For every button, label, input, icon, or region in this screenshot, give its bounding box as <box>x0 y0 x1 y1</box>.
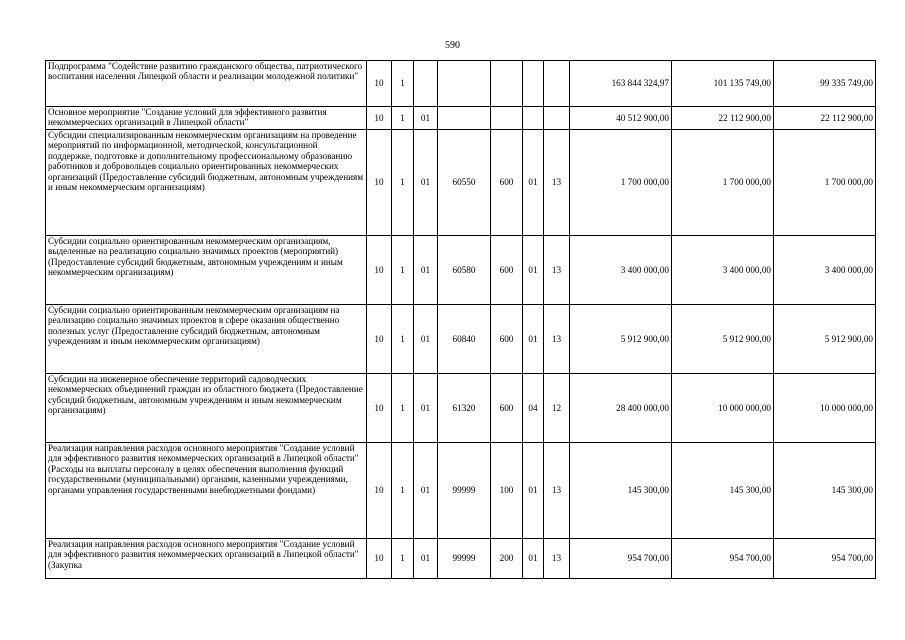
table-row <box>46 130 876 236</box>
direction-code: 60580 <box>438 236 491 305</box>
event-code: 01 <box>414 443 438 539</box>
row-name: Субсидии социально ориентированным некоммерческим организациям на реализацию социально значимых проектов в сфере оказания общественно полезных услуг (Предоставление субсидий бюджетным, автономным учреждениям и иным некоммерческим организациям) <box>46 305 367 374</box>
event-code: 01 <box>414 236 438 305</box>
table-row <box>46 61 876 107</box>
amount-year-3: 954 700,00 <box>774 539 876 579</box>
row-name: Реализация направления расходов основного мероприятия "Создание условий для эффективного развития некоммерческих организаций в Липецкой области" (Закупка <box>46 539 367 579</box>
event-code: 01 <box>414 374 438 443</box>
expense-type-code <box>491 61 523 107</box>
amount-year-1: 163 844 324,97 <box>570 61 672 107</box>
section-code <box>523 107 544 130</box>
direction-code: 60840 <box>438 305 491 374</box>
section-code: 01 <box>523 443 544 539</box>
page-number: 590 <box>445 40 460 51</box>
event-code <box>414 61 438 107</box>
subprogram-code: 1 <box>392 374 414 443</box>
subsection-code: 13 <box>544 130 570 236</box>
amount-year-2: 954 700,00 <box>672 539 774 579</box>
table-row <box>46 305 876 374</box>
amount-year-1: 145 300,00 <box>570 443 672 539</box>
subprogram-code: 1 <box>392 443 414 539</box>
row-name: Реализация направления расходов основного мероприятия "Создание условий для эффективного развития некоммерческих организаций в Липецкой области" (Расходы на выплаты персоналу в целях обеспечения выполнения функций государственными (муниципальными) органами, казенными учреждениями, органами управления государственными внебюджетными фондами) <box>46 443 367 539</box>
expense-type-code: 600 <box>491 130 523 236</box>
subsection-code: 13 <box>544 305 570 374</box>
direction-code <box>438 61 491 107</box>
subsection-code: 13 <box>544 236 570 305</box>
table-row <box>46 539 876 579</box>
amount-year-1: 28 400 000,00 <box>570 374 672 443</box>
event-code: 01 <box>414 305 438 374</box>
expense-type-code: 600 <box>491 374 523 443</box>
subprogram-code: 1 <box>392 305 414 374</box>
table-row <box>46 374 876 443</box>
subsection-code: 13 <box>544 443 570 539</box>
amount-year-3: 3 400 000,00 <box>774 236 876 305</box>
amount-year-2: 101 135 749,00 <box>672 61 774 107</box>
row-name: Субсидии на инженерное обеспечение территорий садоводческих некоммерческих объединений граждан из областного бюджета (Предоставление субсидий бюджетным, автономным учреждениям и иным некоммерческим организациям) <box>46 374 367 443</box>
section-code: 01 <box>523 236 544 305</box>
row-name: Субсидии специализированным некоммерческим организациям на проведение мероприятий по информационной, методической, консультационной поддержке, подготовке и дополнительному профессиональному образованию работников и добровольцев социально ориентированных некоммерческих организаций (Предоставление субсидий бюджетным, автономным учреждениям и иным некоммерческим организациям) <box>46 130 367 236</box>
direction-code: 99999 <box>438 443 491 539</box>
subprogram-code: 1 <box>392 539 414 579</box>
subprogram-code: 1 <box>392 107 414 130</box>
section-code: 01 <box>523 539 544 579</box>
expense-type-code <box>491 107 523 130</box>
amount-year-3: 22 112 900,00 <box>774 107 876 130</box>
table-row <box>46 107 876 130</box>
amount-year-2: 145 300,00 <box>672 443 774 539</box>
amount-year-3: 1 700 000,00 <box>774 130 876 236</box>
section-code: 01 <box>523 130 544 236</box>
ministry-code: 10 <box>367 61 392 107</box>
row-name: Основное мероприятие "Создание условий для эффективного развития некоммерческих организаций в Липецкой области" <box>46 107 367 130</box>
amount-year-2: 1 700 000,00 <box>672 130 774 236</box>
amount-year-1: 40 512 900,00 <box>570 107 672 130</box>
subprogram-code: 1 <box>392 61 414 107</box>
event-code: 01 <box>414 107 438 130</box>
amount-year-1: 954 700,00 <box>570 539 672 579</box>
ministry-code: 10 <box>367 236 392 305</box>
direction-code <box>438 107 491 130</box>
direction-code: 99999 <box>438 539 491 579</box>
subsection-code: 13 <box>544 539 570 579</box>
amount-year-1: 3 400 000,00 <box>570 236 672 305</box>
direction-code: 61320 <box>438 374 491 443</box>
amount-year-3: 145 300,00 <box>774 443 876 539</box>
row-name: Субсидии социально ориентированным некоммерческим организациям, выделенные на реализацию социально значимых проектов (мероприятий) (Предоставление субсидий бюджетным, автономным учреждениям и иным некоммерческим организациям) <box>46 236 367 305</box>
row-name: Подпрограмма "Содействие развитию гражданского общества, патриотического воспитания населения Липецкой области и реализации молодежной политики" <box>46 61 367 107</box>
amount-year-2: 3 400 000,00 <box>672 236 774 305</box>
expense-type-code: 100 <box>491 443 523 539</box>
ministry-code: 10 <box>367 443 392 539</box>
expense-type-code: 600 <box>491 305 523 374</box>
amount-year-3: 5 912 900,00 <box>774 305 876 374</box>
subsection-code <box>544 107 570 130</box>
section-code: 01 <box>523 305 544 374</box>
ministry-code: 10 <box>367 130 392 236</box>
subprogram-code: 1 <box>392 236 414 305</box>
event-code: 01 <box>414 539 438 579</box>
section-code <box>523 61 544 107</box>
amount-year-2: 5 912 900,00 <box>672 305 774 374</box>
ministry-code: 10 <box>367 539 392 579</box>
table-row <box>46 236 876 305</box>
ministry-code: 10 <box>367 305 392 374</box>
direction-code: 60550 <box>438 130 491 236</box>
event-code: 01 <box>414 130 438 236</box>
amount-year-3: 10 000 000,00 <box>774 374 876 443</box>
amount-year-2: 10 000 000,00 <box>672 374 774 443</box>
table-body <box>46 61 876 579</box>
subprogram-code: 1 <box>392 130 414 236</box>
subsection-code: 12 <box>544 374 570 443</box>
subsection-code <box>544 61 570 107</box>
table-row <box>46 443 876 539</box>
amount-year-2: 22 112 900,00 <box>672 107 774 130</box>
expense-type-code: 200 <box>491 539 523 579</box>
expense-type-code: 600 <box>491 236 523 305</box>
budget-table <box>45 60 876 579</box>
ministry-code: 10 <box>367 374 392 443</box>
ministry-code: 10 <box>367 107 392 130</box>
section-code: 04 <box>523 374 544 443</box>
amount-year-3: 99 335 749,00 <box>774 61 876 107</box>
amount-year-1: 5 912 900,00 <box>570 305 672 374</box>
amount-year-1: 1 700 000,00 <box>570 130 672 236</box>
